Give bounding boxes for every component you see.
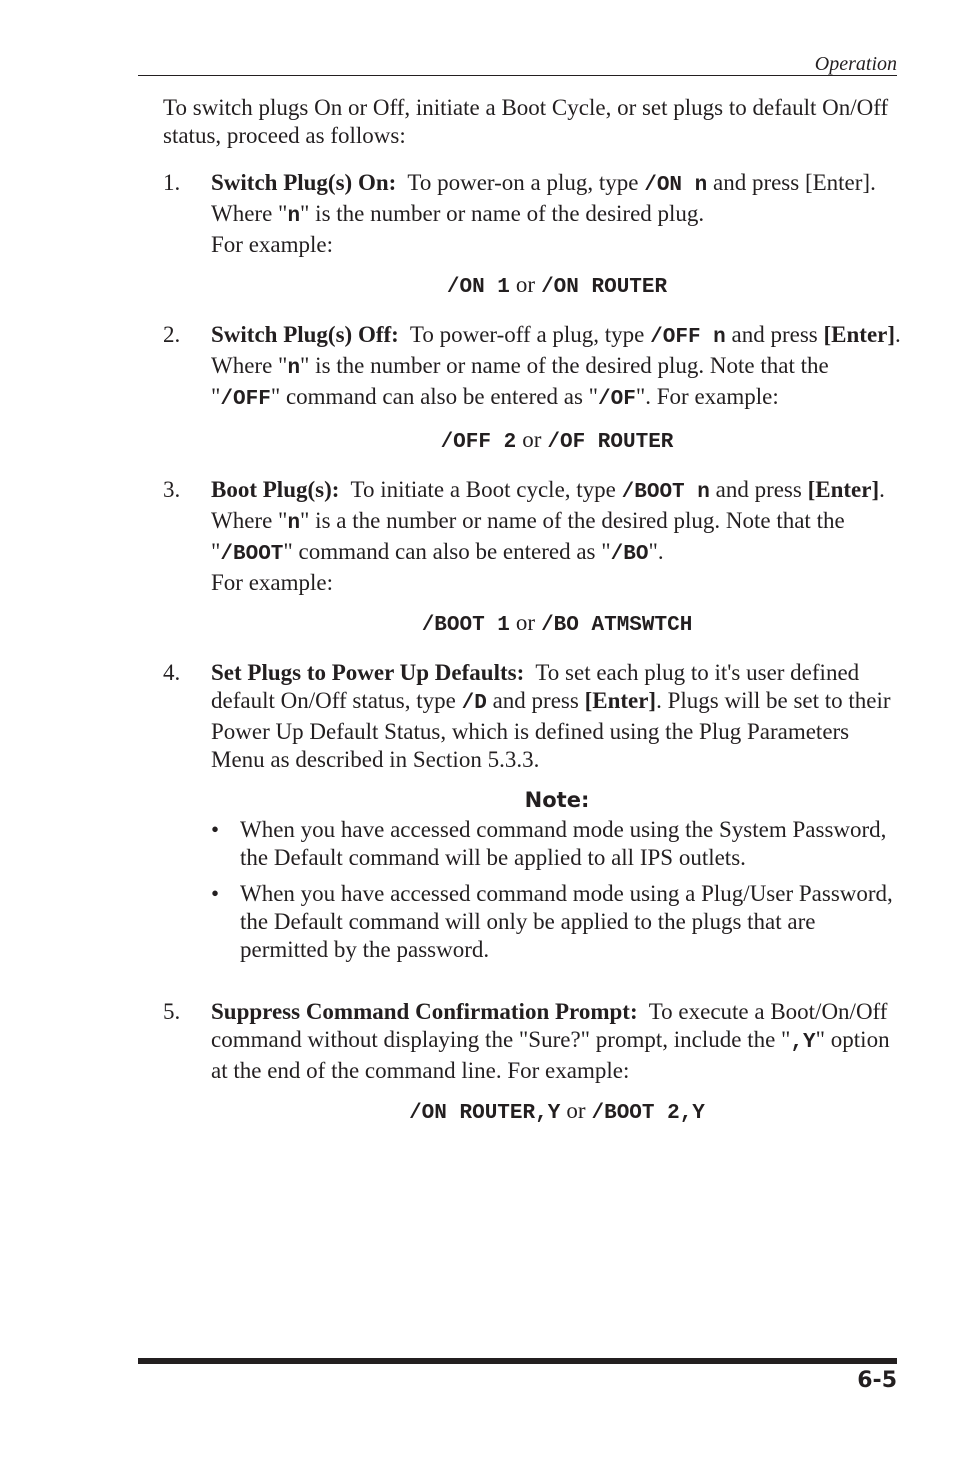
bullet-text: When you have accessed command mode using a Plug/User Password, the Default command will only be applied to the plugs that are permitted by the password. — [240, 881, 893, 962]
command-code: /ON n — [644, 174, 708, 197]
text-run: and press — [486, 688, 585, 713]
list-item-4 — [163, 659, 903, 774]
text-run: . Where " — [211, 477, 885, 533]
example-command: /OFF 2 — [440, 431, 517, 454]
command-code: /OFF n — [650, 326, 726, 349]
example-line — [211, 609, 903, 640]
text-run: " command can also be entered as " — [283, 539, 611, 564]
text-run: " command can also be entered as " — [270, 384, 599, 409]
text-run: For example: — [211, 570, 333, 595]
or-text: or — [515, 610, 536, 635]
command-code: /BOOT n — [621, 481, 710, 504]
command-code: /OF — [598, 388, 636, 411]
list-item-1 — [163, 169, 903, 302]
example-command: /ON 1 — [446, 276, 510, 299]
text-run: " option at the end of the command line. For example: — [211, 1027, 890, 1083]
item-number: 5. — [163, 999, 181, 1024]
bullet-icon: • — [211, 817, 220, 842]
text-run: " is the number or name of the desired plug. — [300, 201, 705, 226]
example-command: /BO ATMSWTCH — [541, 614, 693, 637]
command-code: /BOOT — [220, 543, 284, 566]
item-number: 2. — [163, 322, 181, 347]
text-run: To power-on a plug, type — [407, 170, 645, 195]
example-command: /OF ROUTER — [547, 431, 674, 454]
text-run: and press [Enter]. Where " — [211, 170, 876, 226]
text-run: ". For example: — [635, 384, 779, 409]
example-command: /BOOT 1 — [421, 614, 510, 637]
text-run: To power-off a plug, type — [409, 322, 651, 347]
text-run: To set each plug to it's user defined default On/Off status, type — [211, 660, 860, 713]
enter-key: [Enter] — [823, 322, 896, 347]
list-item-5 — [163, 998, 903, 1128]
spacer — [163, 972, 903, 998]
command-code: ,Y — [790, 1031, 816, 1054]
text-run: . Where " — [211, 322, 901, 378]
item-text — [211, 169, 903, 259]
text-run: For example: — [211, 232, 333, 257]
item-number: 3. — [163, 477, 181, 502]
example-command: /ON ROUTER — [541, 276, 668, 299]
item-number: 4. — [163, 660, 181, 685]
page-body — [163, 94, 903, 1147]
running-header: Operation — [814, 53, 897, 75]
example-command: /BOOT 2,Y — [591, 1102, 705, 1125]
item-number: 1. — [163, 170, 181, 195]
text-run: ". — [648, 539, 664, 564]
note-bullet — [163, 880, 903, 964]
item-title: Switch Plug(s) On: — [211, 170, 397, 195]
page-number: 6-5 — [857, 1368, 897, 1393]
item-text — [211, 998, 903, 1085]
bullet-text: When you have accessed command mode using the System Password, the Default command will be applied to all IPS outlets. — [240, 817, 887, 870]
or-text: or — [515, 272, 536, 297]
command-code: n — [287, 205, 301, 228]
command-code: /D — [461, 692, 487, 715]
bullet-icon: • — [211, 881, 220, 906]
example-line — [211, 271, 903, 302]
enter-key: [Enter] — [584, 688, 657, 713]
item-title: Boot Plug(s): — [211, 477, 340, 502]
header-rule — [138, 75, 897, 76]
command-code: n — [287, 512, 301, 535]
or-text: or — [566, 1098, 586, 1123]
text-run: To initiate a Boot cycle, type — [350, 477, 622, 502]
item-text — [211, 476, 903, 597]
text-run: To execute a Boot/On/Off command without displaying the "Sure?" prompt, include the " — [211, 999, 888, 1052]
example-command: /ON ROUTER,Y — [409, 1102, 561, 1125]
example-line — [211, 1097, 903, 1128]
text-run: . Plugs will be set to their Power Up Default Status, which is defined using the Plug Parameters Menu as described in Section 5.3.3. — [211, 688, 891, 772]
enter-key: [Enter] — [807, 477, 880, 502]
command-code: n — [287, 357, 301, 380]
text-run: and press — [725, 322, 824, 347]
footer-rule — [138, 1358, 897, 1364]
list-item-3 — [163, 476, 903, 640]
or-text: or — [522, 427, 542, 452]
item-title: Switch Plug(s) Off: — [211, 322, 399, 347]
item-text — [211, 321, 903, 414]
list-item-2 — [163, 321, 903, 457]
example-line — [211, 426, 903, 457]
command-code: /OFF — [220, 388, 271, 411]
note-bullet — [163, 816, 903, 872]
text-run: " is a the number or name of the desired plug. Note that the " — [211, 508, 845, 564]
command-code: /BO — [610, 543, 649, 566]
text-run: and press — [709, 477, 808, 502]
note-heading: Note: — [524, 788, 590, 812]
intro-paragraph: To switch plugs On or Off, initiate a Boot Cycle, or set plugs to default On/Off status, proceed as follows: — [163, 95, 889, 148]
item-title: Suppress Command Confirmation Prompt: — [211, 999, 638, 1024]
text-run: " is the number or name of the desired plug. Note that the " — [211, 353, 829, 409]
item-title: Set Plugs to Power Up Defaults: — [211, 660, 525, 685]
item-text — [211, 659, 903, 774]
